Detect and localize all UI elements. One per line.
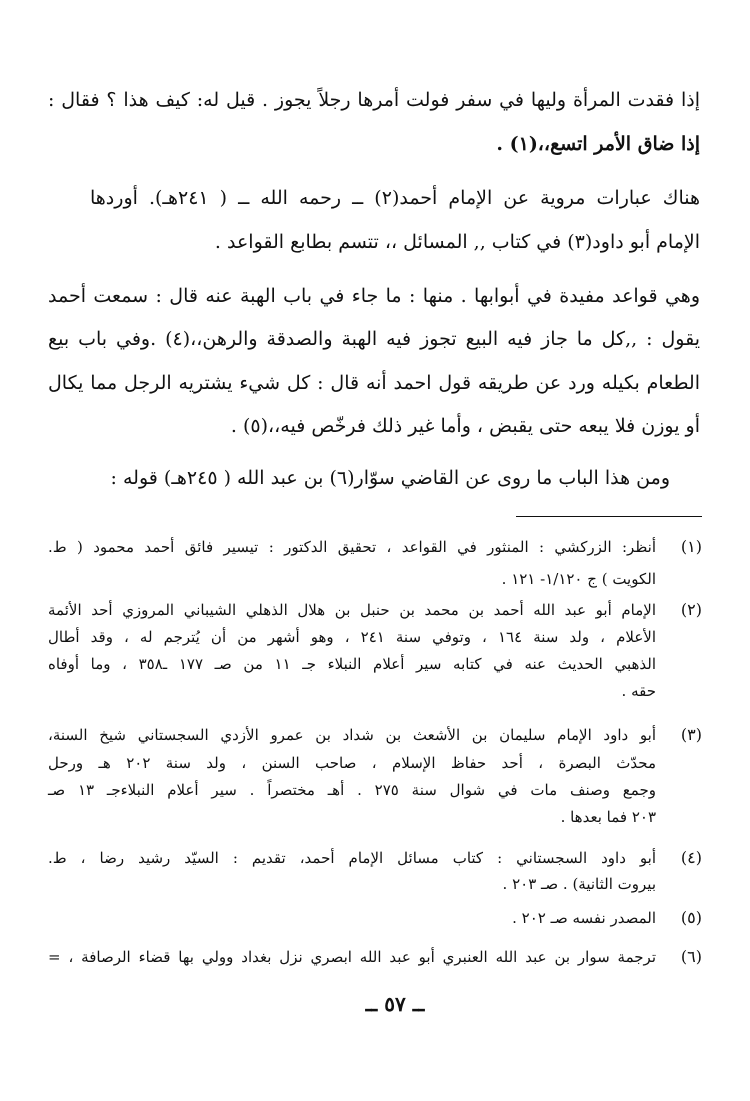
footnote-6-line-1: ترجمة سوار بن عبد الله العنبري أبو عبد الله ابصري نزل بغداد وولي بها قضاء الرصافة ، =	[48, 948, 656, 966]
footnote-6-number: (٦)	[680, 947, 702, 966]
body-line-1: إذا فقدت المرأة وليها في سفر فولت أمرها رجلاً يجوز . قيل له: كيف هذا ؟ فقال :	[48, 89, 700, 111]
footnote-1-number: (١)	[680, 537, 702, 556]
body-line-7: الطعام بكيله ورد عن طريقه قول احمد أنه قال : كل شيء يشتريه الرجل مما يكال	[48, 372, 700, 394]
body-line-5: وهي قواعد مفيدة في أبوابها . منها : ما جاء في باب الهبة عنه قال : سمعت أحمد	[48, 285, 700, 307]
footnote-4-line-1: أبو داود السجستاني : كتاب مسائل الإمام أحمد، تقديم : السيّد رشيد رضا ، ط.	[48, 849, 656, 867]
body-line-6: يقول : ,,كل ما جاز فيه البيع تجوز فيه الهبة والصدقة والرهن،،(٤) .وفي باب بيع	[48, 328, 700, 350]
footnote-5-number: (٥)	[680, 908, 702, 927]
page-number: ــ ٥٧ ــ	[365, 992, 425, 1016]
body-line-3: هناك عبارات مروية عن الإمام أحمد(٢) ــ رحمه الله ــ ( ٢٤١هـ). أوردها	[90, 187, 700, 209]
footnote-5-line-1: المصدر نفسه صـ ٢٠٢ .	[512, 909, 656, 927]
body-line-4: الإمام أبو داود(٣) في كتاب ,, المسائل ،، تتسم بطابع القواعد .	[214, 231, 700, 253]
footnote-1-line-2: الكويت ) ج ١/١٢٠- ١٢١ .	[501, 570, 656, 588]
footnote-separator	[516, 516, 702, 517]
footnote-3-line-3: وجمع وصنف مات في شوال سنة ٢٧٥ . أهـ مختصراً . سير أعلام النبلاءجـ ١٣ صـ	[48, 781, 656, 799]
footnote-2-line-2: الأعلام ، ولد سنة ١٦٤ ، وتوفي سنة ٢٤١ ، وهو أشهر من أن يُترجم له ، وقد أطال	[48, 628, 657, 646]
body-line-9: ومن هذا الباب ما روى عن القاضي سوّار(٦) بن عبد الله ( ٢٤٥هـ) قوله :	[110, 467, 670, 489]
footnote-3-line-2: محدّث البصرة ، أحد حفاظ الإسلام ، صاحب السنن ، ولد سنة ٢٠٢ هـ ورحل	[48, 754, 656, 772]
footnote-2-number: (٢)	[680, 600, 702, 619]
body-line-2: إذا ضاق الأمر اتسع،،(١) .	[496, 133, 700, 155]
footnote-3-number: (٣)	[680, 725, 702, 744]
body-line-8: أو يوزن فلا يبعه حتى يقبض ، وأما غير ذلك فرخّص فيه،،(٥) .	[230, 415, 700, 437]
footnote-1-line-1: أنظر: الزركشي : المنثور في القواعد ، تحقيق الدكتور : تيسير فائق أحمد محمود ( ط.	[48, 538, 656, 556]
footnote-2-line-4: حقه .	[621, 682, 656, 700]
footnote-2-line-3: الذهبي الحديث عنه في كتابه سير أعلام النبلاء جـ ١١ من صـ ١٧٧ ـ٣٥٨ ، وما أوفاه	[48, 655, 656, 673]
footnote-3-line-1: أبو داود الإمام سليمان بن الأشعث بن شداد بن عمرو الأزدي السجستاني شيخ السنة،	[48, 726, 656, 744]
footnote-4-line-2: بيروت الثانية) . صـ ٢٠٣ .	[502, 875, 656, 893]
footnote-2-line-1: الإمام أبو عبد الله أحمد بن محمد بن حنبل بن هلال الذهلي الشيباني المروزي أحد الأئمة	[48, 601, 656, 619]
footnote-4-number: (٤)	[680, 848, 702, 867]
footnote-3-line-4: ٢٠٣ فما بعدها .	[560, 808, 656, 826]
